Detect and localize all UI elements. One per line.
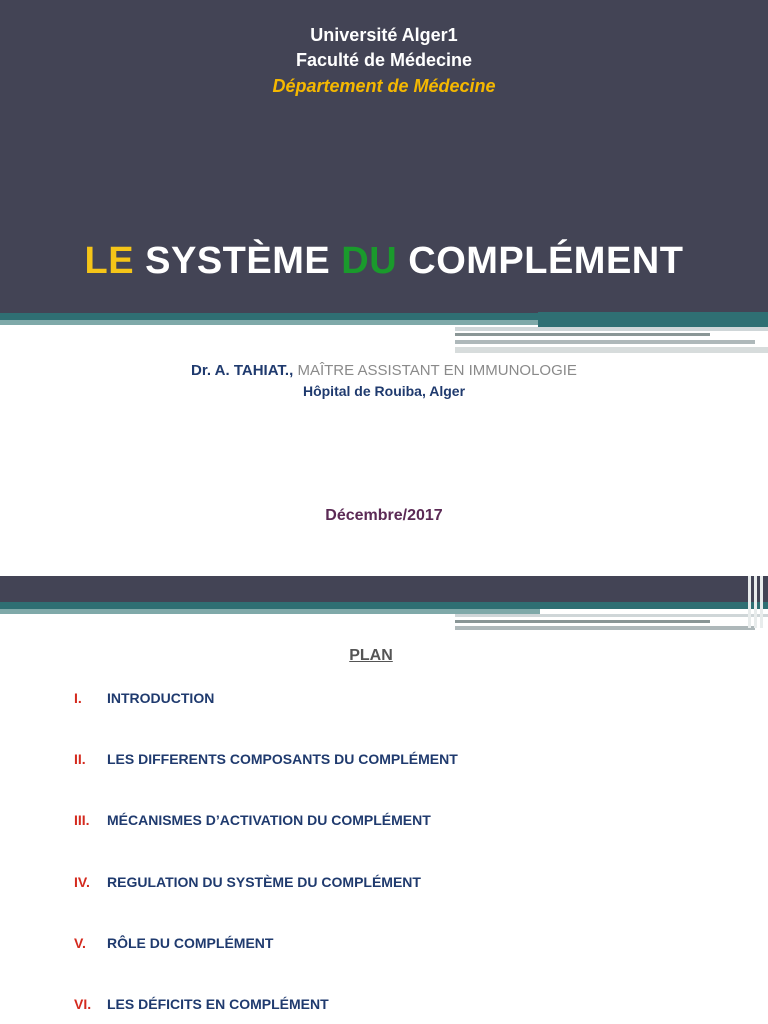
plan-item-number: V. (74, 935, 86, 951)
author-line (0, 362, 768, 379)
decorative-stripe (754, 576, 757, 628)
decorative-stripe (455, 347, 768, 353)
plan-item-label: RÔLE DU COMPLÉMENT (107, 935, 274, 951)
university-name: Université Alger1 (310, 25, 458, 45)
plan-item-number: IV. (74, 874, 90, 890)
plan-item-label: LES DIFFERENTS COMPOSANTS DU COMPLÉMENT (107, 751, 458, 767)
plan-item (0, 996, 768, 1018)
plan-item-number: III. (74, 812, 90, 828)
title-word-du: DU (341, 240, 398, 282)
plan-slide-header (0, 576, 768, 602)
author-role: MAÎTRE ASSISTANT EN IMMUNOLOGIE (293, 362, 577, 379)
hospital-name: Hôpital de Rouiba, Alger (302, 383, 466, 399)
decorative-stripe (760, 576, 763, 628)
plan-item-number: I. (74, 690, 82, 706)
plan-item (0, 812, 768, 834)
plan-item-label: INTRODUCTION (107, 690, 215, 706)
decorative-stripe (455, 620, 710, 623)
plan-heading: PLAN (349, 647, 393, 664)
plan-item (0, 874, 768, 896)
decorative-stripe (748, 576, 751, 628)
decorative-stripe (455, 333, 710, 336)
plan-item (0, 751, 768, 773)
title-word-complement: COMPLÉMENT (397, 240, 684, 282)
title-word-systeme: SYSTÈME (134, 240, 342, 282)
presentation-date: Décembre/2017 (325, 507, 443, 524)
decorative-stripe (455, 340, 755, 344)
plan-item-label: LES DÉFICITS EN COMPLÉMENT (107, 996, 329, 1012)
decorative-stripe (0, 602, 768, 609)
plan-item-label: MÉCANISMES D’ACTIVATION DU COMPLÉMENT (107, 812, 431, 828)
slide-title (0, 240, 768, 283)
plan-item-label: REGULATION DU SYSTÈME DU COMPLÉMENT (107, 874, 421, 890)
plan-item-number: VI. (74, 996, 92, 1012)
decorative-stripe (0, 320, 540, 325)
department-name: Département de Médecine (272, 76, 496, 96)
decorative-stripe (538, 312, 768, 327)
decorative-stripe (455, 614, 768, 617)
plan-item (0, 935, 768, 957)
plan-item (0, 690, 768, 712)
title-word-le: LE (84, 240, 135, 282)
author-name: Dr. A. TAHIAT., (191, 362, 294, 379)
plan-item-number: II. (74, 751, 86, 767)
faculty-name: Faculté de Médecine (295, 50, 473, 70)
decorative-stripe (455, 626, 755, 630)
decorative-stripe (455, 327, 768, 331)
